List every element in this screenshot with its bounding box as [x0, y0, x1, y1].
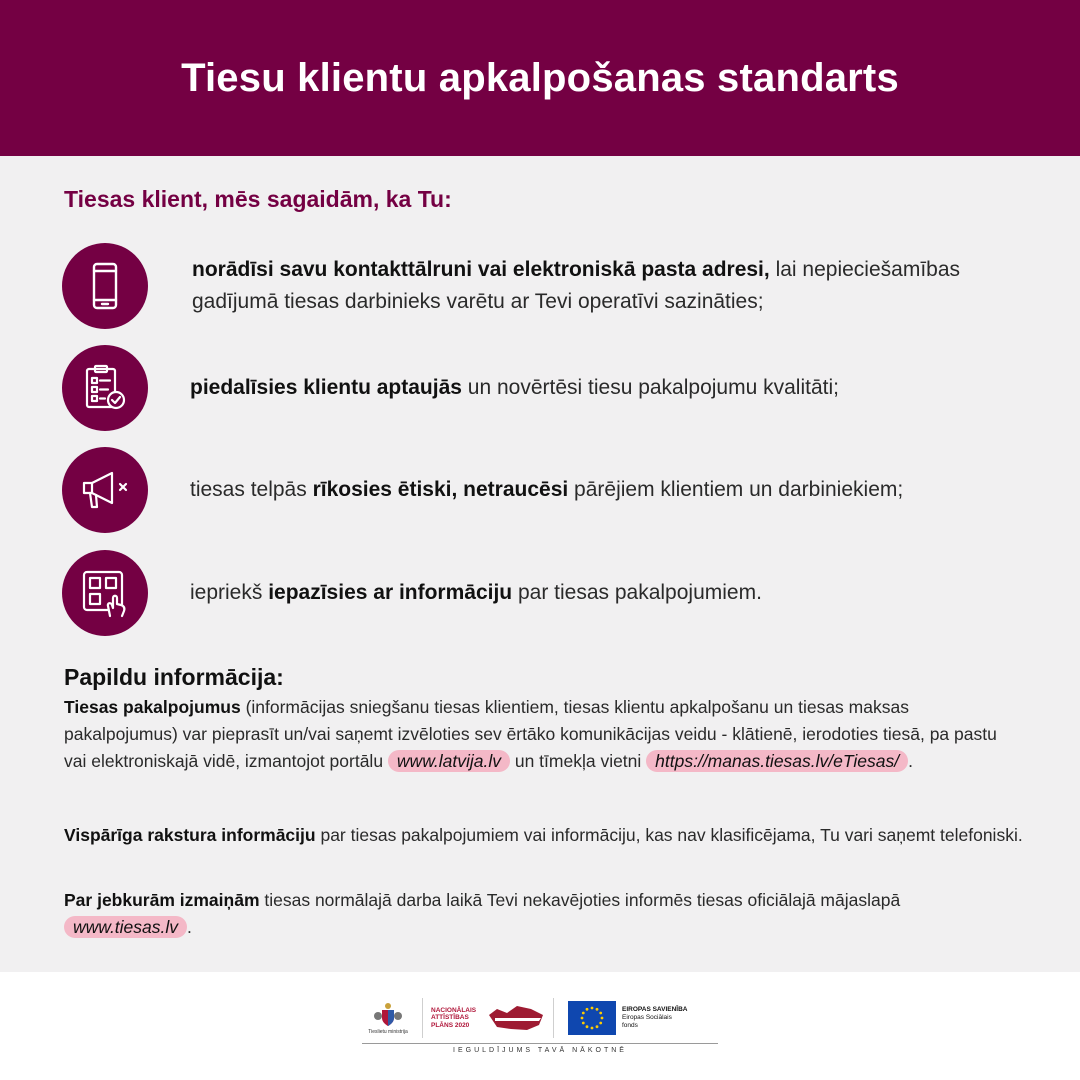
info-paragraph-general: Vispārīga rakstura informāciju par tiesas pakalpojumiem vai informāciju, kas nav klasificējama, Tu vari saņemt telefoniski.: [64, 825, 1023, 845]
survey-clipboard-icon: [62, 345, 148, 431]
expectation-item: [62, 243, 1022, 329]
intro-heading: Tiesas klient, mēs sagaidām, ka Tu:: [64, 186, 452, 212]
etiesas-link[interactable]: https://manas.tiesas.lv/eTiesas/: [646, 750, 908, 772]
additional-info-title: Papildu informācija:: [64, 664, 284, 690]
expectation-item: [62, 345, 1022, 431]
expectation-text: tiesas telpās rīkosies ētiski, netraucēsi pārējiem klientiem un darbiniekiem;: [190, 478, 904, 501]
expectation-item: [62, 447, 1022, 533]
eu-logo-text: EIROPAS SAVIENĪBA Eiropas Sociālais fonds: [622, 1006, 688, 1029]
footer-slogan: IEGULDĪJUMS TAVĀ NĀKOTNĒ: [453, 1047, 627, 1054]
latvija-link[interactable]: www.latvija.lv: [388, 750, 510, 772]
expectation-text: piedalīsies klientu aptaujās un novērtēsi tiesu pakalpojumu kvalitāti;: [190, 376, 839, 399]
megaphone-mute-icon: [62, 447, 148, 533]
nap-logo-text: NACIONĀLAIS ATTĪSTĪBAS PLĀNS 2020: [431, 1006, 477, 1029]
expectation-item: [62, 550, 1022, 636]
page-title: Tiesu klientu apkalpošanas standarts: [181, 55, 899, 100]
expectation-text: iepriekš iepazīsies ar informāciju par tiesas pakalpojumiem.: [190, 581, 762, 604]
header-banner: [0, 0, 1080, 156]
smartphone-icon: [62, 243, 148, 329]
logo-divider: [422, 998, 423, 1038]
tiesas-link[interactable]: www.tiesas.lv: [64, 916, 187, 938]
eu-flag-icon: [568, 1001, 616, 1035]
coat-of-arms-icon: [373, 1002, 403, 1028]
info-paragraph-services: Tiesas pakalpojumus (informācijas sniegšanu tiesas klientiem, tiesas klientu apkalpošanu un tiesas maksas pakalpojumus) var pieprasīt un/vai saņemt izvēloties sev ērtāko komunikācijas veidu - klātienē, ierodoties tiesā, pa pastu vai elektroniskajā vidē, izmantojot portālu www.latvija.lv un tīmekļa vietni https://manas.tiesas.lv/eTiesas/ .: [64, 697, 997, 771]
ministry-name: Tieslietu ministrija: [368, 1028, 408, 1035]
info-paragraph-changes: Par jebkurām izmaiņām tiesas normālajā darba laikā Tevi nekavējoties informēs tiesas oficiālajā mājaslapā www.tiesas.lv .: [64, 890, 901, 937]
logo-divider: [553, 998, 554, 1038]
footer-divider: [362, 1043, 718, 1044]
footer-logos: [362, 996, 718, 1040]
touch-grid-icon: [62, 550, 148, 636]
nap-logo-icon: [487, 1003, 545, 1033]
ministry-logo: [362, 1002, 414, 1035]
expectation-text: norādīsi savu kontakttālruni vai elektroniskā pasta adresi, lai nepieciešamības gadījumā tiesas darbinieks varētu ar Tevi operatīvi sazināties;: [192, 258, 961, 313]
